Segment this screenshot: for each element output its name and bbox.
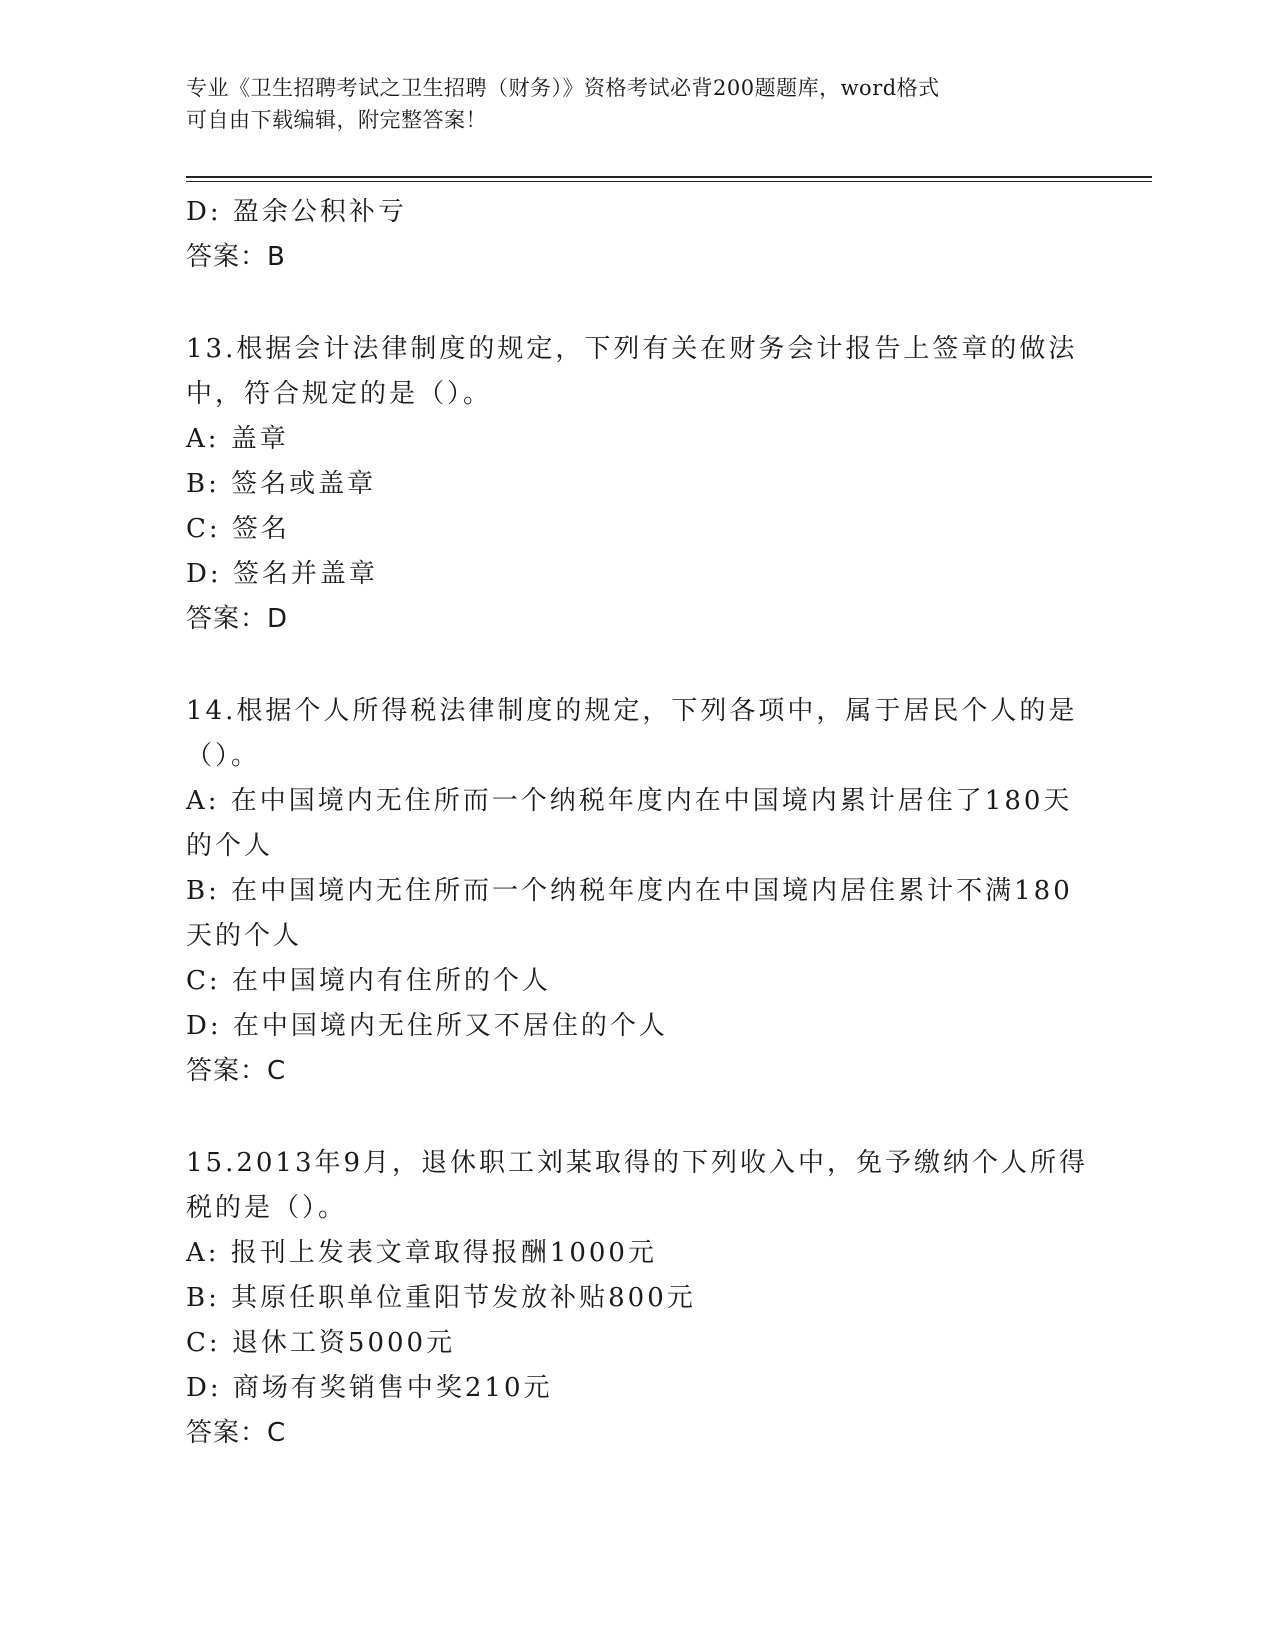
option-b: B: 其原任职单位重阳节发放补贴800元 <box>186 1283 696 1313</box>
answer-line: 答案：D <box>186 604 289 634</box>
option-b: B: 签名或盖章 <box>186 469 377 499</box>
option-c: C: 签名 <box>186 514 290 544</box>
question-stem-continued: 中，符合规定的是（）。 <box>186 379 493 409</box>
question-stem: 15.2013年9月，退休职工刘某取得的下列收入中，免予缴纳个人所得 <box>186 1148 1089 1178</box>
header-line-1: 专业《卫生招聘考试之卫生招聘（财务）》资格考试必背200题题库，word格式 <box>186 76 940 100</box>
option-d: D: 签名并盖章 <box>186 559 378 589</box>
option-d: D: 在中国境内无住所又不居住的个人 <box>186 1011 668 1041</box>
answer-line: 答案：C <box>186 1056 287 1086</box>
option-a: A: 盖章 <box>186 424 289 454</box>
question-15 <box>186 1141 1089 1456</box>
option-d: D: 盈余公积补亏 <box>186 197 407 227</box>
question-13 <box>186 327 1076 642</box>
question-stem-continued: （）。 <box>186 741 261 771</box>
option-b: B: 在中国境内无住所而一个纳税年度内在中国境内居住累计不满180 <box>186 876 1073 906</box>
option-d: D: 商场有奖销售中奖210元 <box>186 1373 553 1403</box>
question-14 <box>186 689 1076 1094</box>
answer-line: 答案：C <box>186 1418 287 1448</box>
option-b-continued: 天的个人 <box>186 921 303 951</box>
question-stem: 13.根据会计法律制度的规定，下列有关在财务会计报告上签章的做法 <box>186 334 1078 364</box>
question-stem-continued: 税的是（）。 <box>186 1193 348 1223</box>
question-stem: 14.根据个人所得税法律制度的规定，下列各项中，属于居民个人的是 <box>186 696 1078 726</box>
question-list <box>186 190 1089 1456</box>
header-line-2: 可自由下载编辑，附完整答案！ <box>186 108 487 132</box>
answer-line: 答案：B <box>186 242 286 272</box>
option-a: A: 在中国境内无住所而一个纳税年度内在中国境内累计居住了180天 <box>186 786 1073 816</box>
option-a: A: 报刊上发表文章取得报酬1000元 <box>186 1238 657 1268</box>
document-header <box>186 72 1066 136</box>
option-a-continued: 的个人 <box>186 831 274 861</box>
option-c: C: 在中国境内有住所的个人 <box>186 966 551 996</box>
option-c: C: 退休工资5000元 <box>186 1328 456 1358</box>
header-divider <box>186 176 1152 182</box>
